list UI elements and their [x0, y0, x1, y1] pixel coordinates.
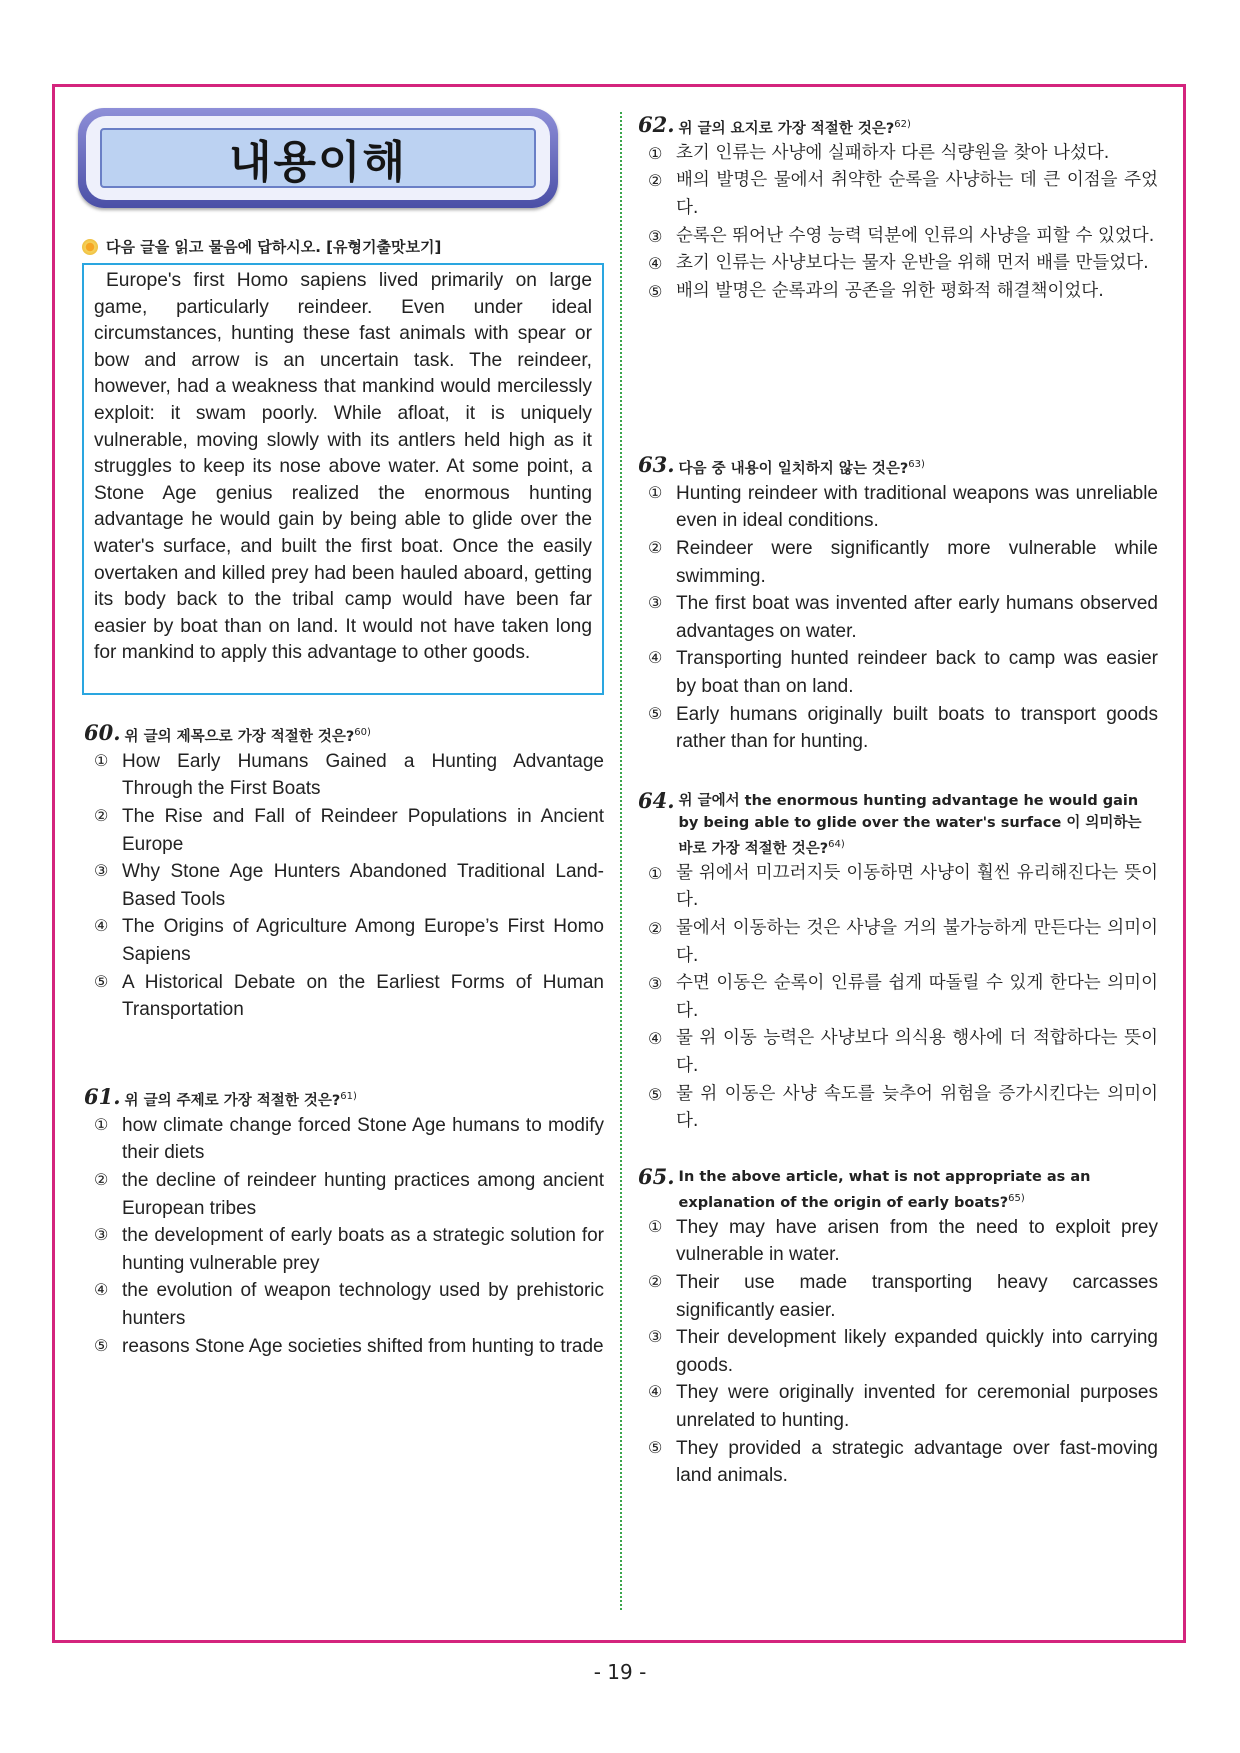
option[interactable]: ① They may have arisen from the need to exploit prey vulnerable in water. [648, 1216, 1158, 1266]
option[interactable]: ② Their use made transporting heavy carcasses significantly easier. [648, 1272, 1158, 1321]
instruction-text: 다음 글을 읽고 물음에 답하시오. [유형기출맛보기] [106, 238, 442, 256]
option[interactable]: ② 물에서 이동하는 것은 사냥을 거의 불가능하게 만든다는 의미이다. [648, 918, 1158, 966]
question-number: 64. [638, 788, 675, 813]
question-text: In the above article, what is not appropriate as an explanation of the origin of early boats? [678, 1169, 1091, 1211]
option[interactable]: ③ 순록은 뛰어난 수영 능력 덕분에 인류의 사냥을 피할 수 있었다. [648, 225, 1155, 246]
question-65 [638, 1166, 1158, 1490]
option[interactable]: ② The Rise and Fall of Reindeer Populations in Ancient Europe [94, 806, 604, 855]
option[interactable]: ③ 수면 이동은 순록이 인류를 쉽게 따돌릴 수 있게 한다는 의미이다. [648, 973, 1158, 1021]
question-ref: 64) [828, 839, 845, 850]
question-ref: 63) [908, 459, 925, 470]
option[interactable]: ② 배의 발명은 물에서 취약한 순록을 사냥하는 데 큰 이점을 주었다. [648, 170, 1158, 219]
option[interactable]: ② the decline of reindeer hunting practices among ancient European tribes [94, 1170, 604, 1219]
question-60 [84, 722, 604, 1024]
question-text: 위 글의 주제로 가장 적절한 것은? [124, 1092, 341, 1109]
column-divider [620, 112, 622, 1610]
question-text: 다음 중 내용이 일치하지 않는 것은? [678, 460, 909, 477]
option[interactable]: ④ They were originally invented for ceremonial purposes unrelated to hunting. [648, 1382, 1158, 1431]
question-ref: 60) [354, 727, 371, 738]
option[interactable]: ④ The Origins of Agriculture Among Europe’s First Homo Sapiens [94, 916, 604, 965]
question-number: 65. [638, 1164, 675, 1189]
option[interactable]: ③ the development of early boats as a strategic solution for hunting vulnerable prey [94, 1225, 604, 1274]
question-ref: 62) [894, 119, 911, 130]
question-text: 위 글의 요지로 가장 적절한 것은? [678, 120, 895, 137]
section-title: 내용이해 [228, 137, 407, 188]
option[interactable]: ⑤ 물 위 이동은 사냥 속도를 늦추어 위험을 증가시킨다는 의미이다. [648, 1083, 1158, 1132]
option[interactable]: ① How Early Humans Gained a Hunting Advantage Through the First Boats [94, 750, 604, 800]
option[interactable]: ③ Their development likely expanded quickly into carrying goods. [648, 1327, 1158, 1376]
question-64 [638, 790, 1158, 1136]
page-number: - 19 - [593, 1660, 647, 1684]
question-text: 위 글의 제목으로 가장 적절한 것은? [124, 728, 355, 745]
question-ref: 61) [340, 1091, 357, 1102]
question-62 [638, 114, 1158, 305]
option[interactable]: ④ 물 위 이동 능력은 사냥보다 의식용 행사에 더 적합하다는 뜻이다. [648, 1028, 1158, 1076]
option[interactable]: ① 초기 인류는 사냥에 실패하자 다른 식량원을 찾아 나섰다. [648, 142, 1110, 163]
question-number: 60. [84, 720, 121, 745]
question-number: 62. [638, 112, 675, 137]
option[interactable]: ⑤ 배의 발명은 순록과의 공존을 위한 평화적 해결책이었다. [648, 280, 1104, 301]
option[interactable]: ④ 초기 인류는 사냥보다는 물자 운반을 위해 먼저 배를 만들었다. [648, 253, 1149, 274]
option[interactable]: ⑤ Early humans originally built boats to transport goods rather than for hunting. [648, 703, 1158, 753]
reading-passage: Europe's first Homo sapiens lived primarily on large game, particularly reindeer. Even under ideal circumstances, hunting these fast animals with spear or bow and arrow is an uncertain task. The reindeer, however, had a weakness that mankind would mercilessly exploit: it swam poorly. While afloat, it is uniquely vulnerable, moving slowly with its antlers held high as it struggles to keep its nose above water. At some point, a Stone Age genius realized the enormous hunting advantage he would gain by being able to glide over the water's surface, and built the first boat. Once the easily overtaken and killed prey had been hauled aboard, getting its body back to the tribal camp would have been far easier by boat than on land. It would not have taken long for mankind to apply this advantage to other goods. [82, 263, 604, 695]
option[interactable]: ④ Transporting hunted reindeer back to camp was easier by boat than on land. [648, 648, 1158, 697]
question-ref: 65) [1008, 1193, 1025, 1204]
option[interactable]: ③ Why Stone Age Hunters Abandoned Traditional Land-Based Tools [94, 861, 604, 910]
option[interactable]: ④ the evolution of weapon technology used by prehistoric hunters [94, 1280, 604, 1329]
question-61 [84, 1086, 604, 1360]
option[interactable]: ② Reindeer were significantly more vulnerable while swimming. [648, 538, 1158, 587]
flower-icon [82, 239, 98, 255]
option[interactable]: ① how climate change forced Stone Age humans to modify their diets [94, 1114, 604, 1164]
question-number: 63. [638, 452, 675, 477]
option[interactable]: ⑤ A Historical Debate on the Earliest Forms of Human Transportation [94, 971, 604, 1021]
option[interactable]: ⑤ reasons Stone Age societies shifted from hunting to trade [94, 1335, 604, 1357]
question-text: 위 글에서 the enormous hunting advantage he would gain by being able to glide over the water's surface 이 의미하는 바로 가장 적절한 것은? [678, 793, 1142, 857]
question-number: 61. [84, 1084, 121, 1109]
section-title-box [78, 108, 558, 208]
option[interactable]: ③ The first boat was invented after early humans observed advantages on water. [648, 593, 1158, 642]
question-63 [638, 454, 1158, 756]
option[interactable]: ⑤ They provided a strategic advantage over fast-moving land animals. [648, 1437, 1158, 1487]
option[interactable]: ① 물 위에서 미끄러지듯 이동하면 사냥이 훨씬 유리해진다는 뜻이다. [648, 862, 1158, 911]
option[interactable]: ① Hunting reindeer with traditional weapons was unreliable even in ideal conditions. [648, 482, 1158, 532]
instruction [82, 236, 441, 257]
